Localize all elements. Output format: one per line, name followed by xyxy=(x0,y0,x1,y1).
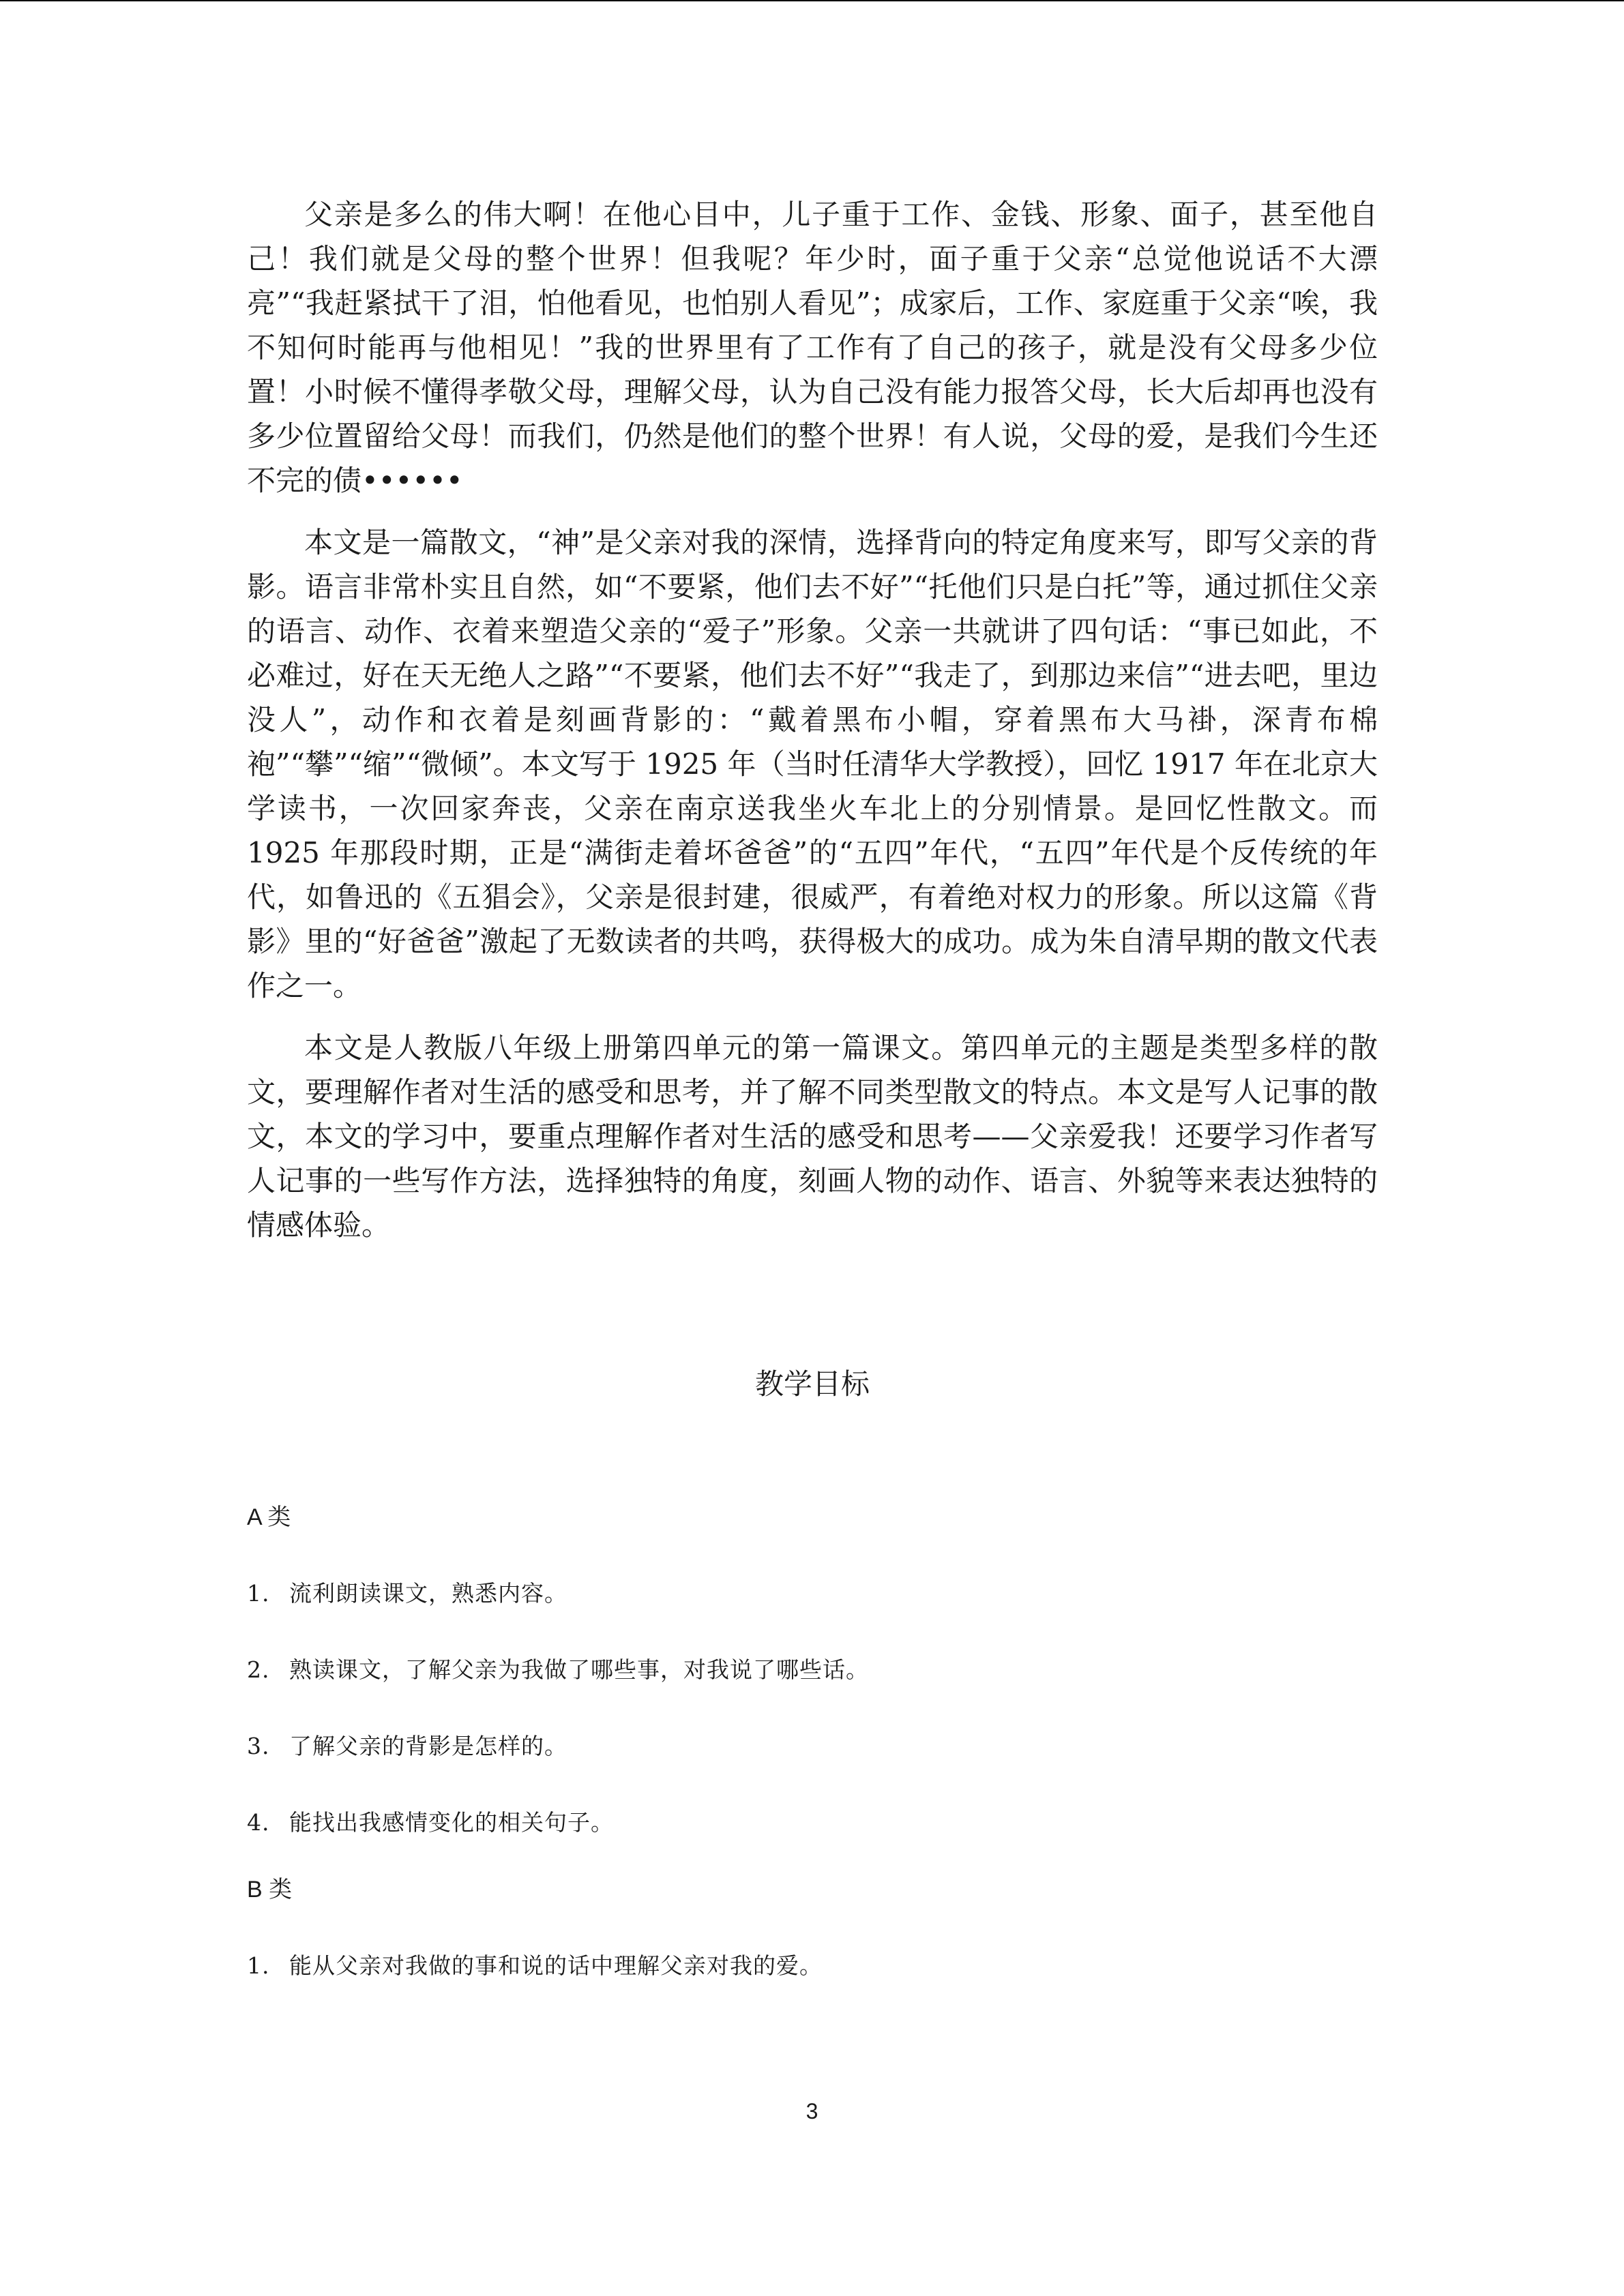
objective-text: 能找出我感情变化的相关句子。 xyxy=(289,1809,614,1836)
page-number: 3 xyxy=(806,2099,818,2123)
objective-text: 熟读课文，了解父亲为我做了哪些事，对我说了哪些话。 xyxy=(289,1656,869,1683)
list-item xyxy=(247,1949,1378,1983)
objective-number: 2. xyxy=(247,1656,270,1683)
objective-text: 流利朗读课文，熟悉内容。 xyxy=(289,1580,567,1607)
paragraph-text-analysis: 本文是一篇散文，“神”是父亲对我的深情，选择背向的特定角度来写，即写父亲的背影。语言非常朴实且自然，如“不要紧，他们去不好”“托他们只是白托”等，通过抓住父亲的语言、动作、衣着来塑造父亲的“爱子”形象。父亲一共就讲了四句话：“事已如此，不必难过，好在天无绝人之路”“不要紧，他们去不好”“我走了，到那边来信”“进去吧，里边没人”，动作和衣着是刻画背影的：“戴着黑布小帽，穿着黑布大马褂，深青布棉袍”“攀”“缩”“微倾”。本文写于 1925 年（当时任清华大学教授），回忆 1917 年在北京大学读书，一次回家奔丧，父亲在南京送我坐火车北上的分别情景。是回忆性散文。而 1925 年那段时期，正是“满街走着坏爸爸”的“五四”年代，“五四”年代是个反传统的年代，如鲁迅的《五猖会》，父亲是很封建，很威严，有着绝对权力的形象。所以这篇《背影》里的“好爸爸”激起了无数读者的共鸣，获得极大的成功。成为朱自清早期的散文代表作之一。 xyxy=(247,526,1378,1002)
class-b-objective-list xyxy=(247,1949,1378,1983)
objective-number: 1. xyxy=(247,1580,270,1607)
section-title-teaching-objectives: 教学目标 xyxy=(754,1367,870,1401)
class-a-objective-list xyxy=(247,1577,1378,1840)
class-a-label: A 类 xyxy=(247,1504,291,1530)
objective-text: 能从父亲对我做的事和说的话中理解父亲对我的爱。 xyxy=(289,1952,823,1979)
top-border-line xyxy=(0,0,1624,1)
document-page xyxy=(247,192,1378,1983)
list-item xyxy=(247,1729,1378,1763)
objective-text: 了解父亲的背影是怎样的。 xyxy=(289,1733,567,1759)
list-item xyxy=(247,1806,1378,1840)
list-item xyxy=(247,1653,1378,1687)
objective-number: 4. xyxy=(247,1809,270,1836)
paragraph-unit-context: 本文是人教版八年级上册第四单元的第一篇课文。第四单元的主题是类型多样的散文，要理解作者对生活的感受和思考，并了解不同类型散文的特点。本文是写人记事的散文，本文的学习中，要重点理解作者对生活的感受和思考——父亲爱我！还要学习作者写人记事的一些写作方法，选择独特的角度，刻画人物的动作、语言、外貌等来表达独特的情感体验。 xyxy=(247,1031,1378,1242)
list-item xyxy=(247,1577,1378,1611)
objective-number: 3. xyxy=(247,1733,270,1759)
objective-number: 1. xyxy=(247,1952,270,1979)
class-b-label: B 类 xyxy=(247,1877,293,1903)
paragraph-father-greatness: 父亲是多么的伟大啊！在他心目中，儿子重于工作、金钱、形象、面子，甚至他自己！我们就是父母的整个世界！但我呢？年少时，面子重于父亲“总觉他说话不大漂亮”“我赶紧拭干了泪，怕他看见，也怕别人看见”；成家后，工作、家庭重于父亲“唉，我不知何时能再与他相见！”我的世界里有了工作有了自己的孩子，就是没有父母多少位置！小时候不懂得孝敬父母，理解父母，认为自己没有能力报答父母，长大后却再也没有多少位置留给父母！而我们，仍然是他们的整个世界！有人说，父母的爱，是我们今生还不完的债•••••• xyxy=(247,198,1378,497)
